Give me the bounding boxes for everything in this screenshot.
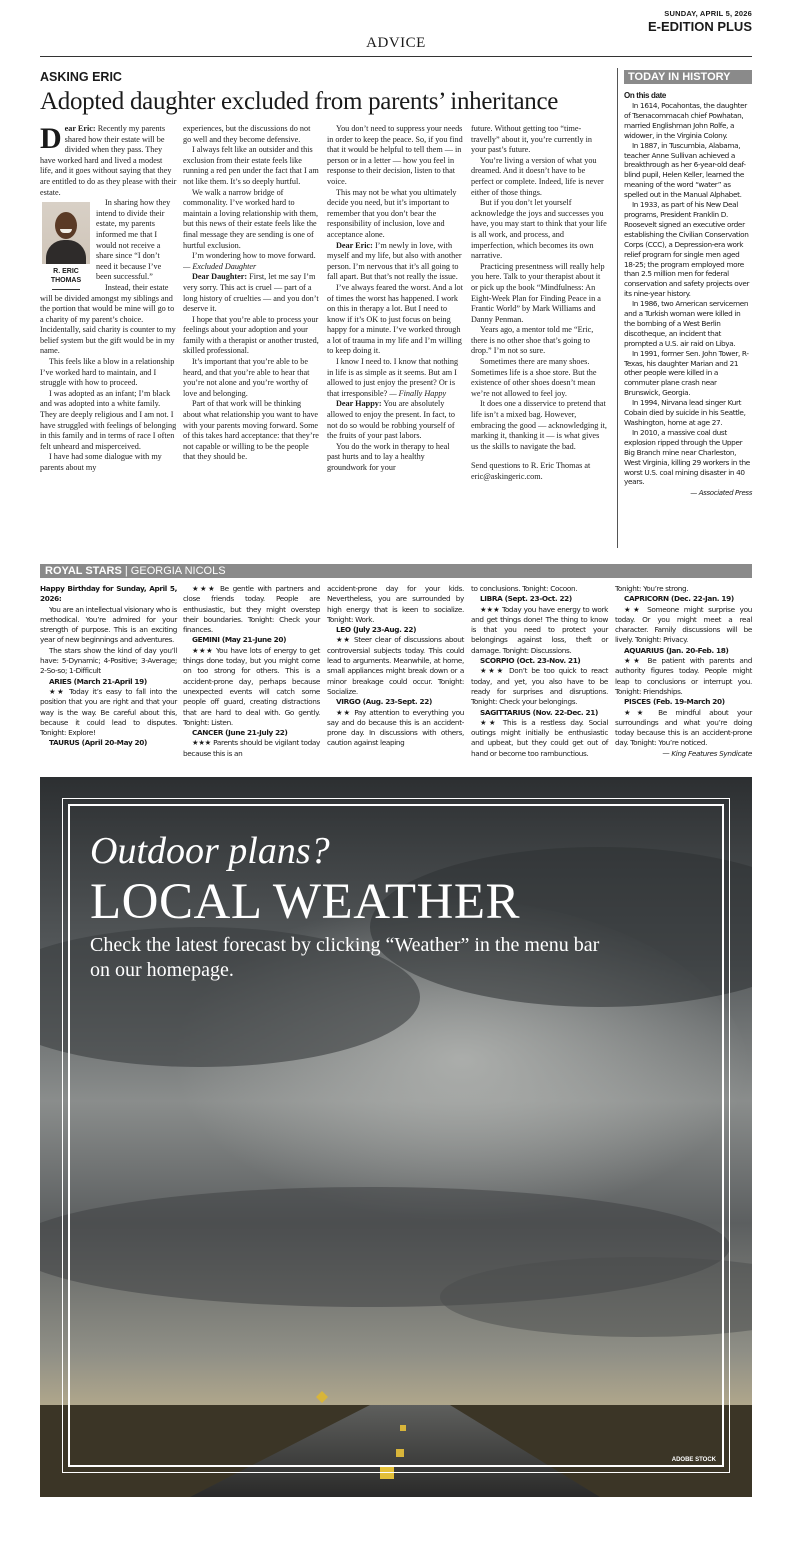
reply-salutation: Dear Happy:: [336, 399, 382, 409]
reply-salutation: Dear Daughter:: [192, 272, 248, 282]
contact-line: Send questions to R. Eric Thomas at eric@askingeric.com.: [471, 461, 591, 481]
author-name: R. ERIC THOMAS: [50, 268, 82, 285]
sign-text: Tonight: You’re strong.: [615, 584, 689, 593]
article-column-1: [40, 124, 177, 549]
horoscope-column-1: [40, 584, 177, 749]
sign-text: ★★★ Today you have energy to work and get things done! The thing to know is that you need to protect your belongings against loss, theft or damage. Tonight: Discussions.: [471, 604, 608, 655]
sign-heading: LEO (July 23-Aug. 22): [336, 625, 417, 635]
ad-title: LOCAL WEATHER: [90, 874, 521, 930]
paragraph: You’re living a version of what you dreamed. And it doesn’t have to be perfect or complete. Indeed, life is never either of those things.: [471, 155, 604, 197]
paragraph: Dear Daughter: First, let me say I’m very sorry. This act is cruel — part of a long history of cruelties — and you don’t deserve it.: [183, 272, 319, 314]
paragraph: I was adopted as an infant; I’m black and was adopted into a white family. They are deeply religious and I am not. I have struggled with feelings of belonging in this family and in terms of race I often felt unheard and misperceived.: [40, 388, 177, 451]
edition-title: E-EDITION PLUS: [647, 19, 752, 34]
author-rule: [52, 289, 80, 290]
paragraph: experiences, but the discussions do not go well and they become defensive.: [183, 124, 311, 144]
paragraph: Sometimes there are many shoes. Sometimes life is a shoe store. But the existence of other shoes doesn’t mean we’re not allowed to feel joy.: [471, 357, 597, 398]
sign-text: accident-prone day for your kids. Nevertheless, you are surrounded by high energy that is keen to socialize. Tonight: Work.: [327, 584, 464, 624]
horoscope-column-5: [615, 584, 752, 759]
sign-text: ★★ Pay attention to everything you say and do because this is an accident-prone day. In discussions with others, caution against leaping: [327, 707, 464, 748]
paragraph: You are an intellectual visionary who is methodical. You’re admired for your strength of purpose. This is an exciting year of new beginnings and adventures.: [40, 604, 177, 645]
sign-heading: GEMINI (May 21-June 20): [192, 635, 287, 645]
sign-heading: TAURUS (April 20-May 20): [49, 738, 147, 748]
horoscope-credit: — King Features Syndicate: [662, 748, 752, 758]
history-box: [624, 90, 752, 499]
sign-text: ★★ Today it’s easy to fall into the position that you are right and that your way is the way. Be careful about this, because it could lead to disputes. Tonight: Explore!: [40, 686, 177, 738]
paragraph: This feels like a blow in a relationship I’ve worked hard to maintain, and I struggle with how to proceed.: [40, 357, 175, 388]
letter-salutation: ear Eric:: [64, 124, 96, 133]
paragraph: I hope that you’re able to process your feelings about your adoption and your family with a therapist or another trusted, skilled professional.: [183, 314, 319, 356]
sign-text: ★★★ Don’t be too quick to react today, and yet, you also have to be ready for surprises and disruptions. Tonight: Check your belongings.: [471, 666, 608, 707]
sign-text: ★★ Someone might surprise you today. Or you might meet a real character. Family discussions will be lively. Tonight: Privacy.: [615, 604, 752, 645]
sign-text: ★★ This is a restless day. Social outings might initially be enthusiastic and upbeat, but they could get out of hand or become too rambunctious.: [471, 717, 608, 758]
letter-signature: — Finally Happy: [387, 388, 447, 398]
paragraph: Dear Eric: I’m newly in love, with myself and my life, but also with another person. I’m nervous that it’s all going to fall apart. But that’s not really the issue.: [327, 240, 462, 282]
drop-cap: D: [40, 124, 62, 155]
photo-credit: ADOBE STOCK: [671, 1457, 716, 1463]
horoscope-column-4: [471, 584, 608, 759]
paragraph: future. Without getting too “time-travelly” about it, you’re currently in your past’s future.: [471, 124, 592, 155]
sign-text: ★★ Steer clear of discussions about controversial subjects today. This could lead to arguments. Meanwhile, at home, small appliances might break down or a minor breakage could occur. Tonight: Socialize.: [327, 635, 464, 696]
letter-signature: — Excluded Daughter: [183, 261, 257, 271]
history-item: In 2010, a massive coal dust explosion ripped through the Upper Big Branch mine near Charleston, West Virginia, killing 29 workers in the worst U.S. coal mining disaster in 40 years.: [624, 427, 750, 487]
paragraph: Part of that work will be thinking about what relationship you want to have with your parents moving forward. Some of this takes hard acceptance: that they’re not capable or willing to be the people that they should be.: [183, 399, 319, 462]
horoscope-title: ROYAL STARS: [45, 565, 122, 577]
paragraph: I’m wondering how to move forward. — Excluded Daughter: [183, 251, 316, 271]
sign-text: ★★★ You have lots of energy to get things done today, but you might come on too strong for others. This is a accident-prone day, perhaps because unexpected events will catch some people off guard, creating distractions that are hard to deal with. Go gently. Tonight: Listen.: [183, 645, 320, 727]
article-column-3: [327, 124, 464, 549]
author-photo: [42, 202, 90, 264]
paragraph: We walk a narrow bridge of commonality. I’ve worked hard to maintain a loving relationship with them, but this news of their estate feels like the final message they are sending is one of hurtful exclusion.: [183, 187, 319, 250]
sign-text: to conclusions. Tonight: Cocoon.: [471, 584, 578, 593]
history-item: In 1887, in Tuscumbia, Alabama, teacher Anne Sullivan achieved a breakthrough as her 6-year-old deaf-blind pupil, Helen Keller, learned the meaning of the word “water” as spelled out in the Manual Alphabet.: [624, 140, 746, 200]
sign-heading: AQUARIUS (Jan. 20-Feb. 18): [624, 645, 729, 655]
paragraph: Instead, their estate will be divided amongst my siblings and the portion that would be mine will go to a charity of my parent’s choice. Incidentally, said charity is counter to my belief system but the gift would be in my name.: [40, 282, 176, 356]
history-item: In 1991, former Sen. John Tower, R-Texas, his daughter Marian and 21 other people were killed in a commuter plane crash near Brunswick, Georgia.: [624, 348, 749, 398]
section-title: ADVICE: [366, 35, 426, 51]
paragraph: I have had some dialogue with my parents about my: [40, 452, 162, 472]
author-block: [40, 202, 92, 290]
ad-body: Check the latest forecast by clicking “Weather” in the menu bar on our homepage.: [90, 934, 600, 981]
paragraph: This may not be what you ultimately decide you need, but it’s important to remember that you don’t bear the responsibility of inclusion, love and acceptance alone.: [327, 187, 457, 239]
paragraph: I’ve always feared the worst. And a lot of times the worst has happened. I work on this in therapy a lot. But I need to know if it’s OK to just focus on being happy for a minute. I’ve worked through a lot of trauma in my life and I’m willing to keep doing it.: [327, 282, 463, 356]
history-item: In 1986, two American servicemen and a Turkish woman were killed in the bombing of a West Berlin discotheque, an incident that prompted a U.S. air raid on Libya.: [624, 299, 749, 348]
paragraph: I always felt like an outsider and this exclusion from their estate feels like running a red pen under the fact that I am not like them. It’s so deeply hurtful.: [183, 145, 319, 186]
paragraph: Recently my parents shared how their estate will be divided when they pass. They have worked hard and lived a modest life, and it goes without saying that they are entitled to do as they please with their estate.: [40, 124, 177, 197]
history-title-bar: TODAY IN HISTORY: [624, 70, 752, 84]
sign-heading: SCORPIO (Oct. 23-Nov. 21): [480, 656, 581, 666]
history-credit: — Associated Press: [690, 489, 752, 498]
horoscope-author: GEORGIA NICOLS: [130, 565, 226, 577]
history-item: In 1994, Nirvana lead singer Kurt Cobain died by suicide in his Seattle, Washington, home at age 27.: [624, 398, 746, 427]
sign-heading: SAGITTARIUS (Nov. 22-Dec. 21): [480, 707, 598, 717]
column-divider: [617, 68, 618, 548]
sign-heading: VIRGO (Aug. 23-Sept. 22): [336, 697, 432, 707]
ad-subtitle: Outdoor plans?: [90, 830, 330, 872]
article-column-2: [183, 124, 320, 549]
sign-text: ★★★ Be gentle with partners and close friends today. People are enthusiastic, but they might overstep their boundaries. Tonight: Check your finances.: [183, 584, 320, 635]
paragraph: But if you don’t let yourself acknowledge the joys and successes you have, you may start to think that your life is all work, and process, and imperfection, which becomes its own narrative.: [471, 198, 607, 261]
paragraph: Years ago, a mentor told me “Eric, there is no other shoe that’s going to drop.” I’m not so sure.: [471, 325, 594, 356]
history-subtitle: On this date: [624, 91, 667, 100]
history-item: In 1614, Pocahontas, the daughter of Tsenacommacah chief Powhatan, married Englishman John Rolfe, a widower, in the Virginia Colony.: [624, 101, 747, 140]
sign-heading: CANCER (June 21-July 22): [192, 728, 288, 738]
paragraph: You do the work in therapy to heal past hurts and to lay a healthy groundwork for your: [327, 441, 450, 472]
sign-text: ★★ Be patient with parents and authority figures today. People might leap to conclusions or interrupt you. Tonight: Friendships.: [615, 656, 752, 696]
sign-text: ★★ Be mindful about your surroundings and what you’re doing today because this is an accident-prone day. Tonight: You’re noticed.: [615, 707, 752, 748]
horoscope-column-3: [327, 584, 464, 749]
paragraph: I know I need to. I know that nothing in life is as simple as it seems. But am I allowed to just enjoy the present? Or is that irresponsible? — Finally Happy: [327, 357, 459, 398]
sign-text: ★★★ Parents should be vigilant today because this is an: [183, 738, 320, 758]
weather-ad[interactable]: [40, 777, 752, 1497]
letter-salutation: Dear Eric:: [336, 240, 373, 250]
horoscope-title-bar: ROYAL STARS | GEORGIA NICOLS: [40, 564, 752, 578]
article-headline: Adopted daughter excluded from parents’ inheritance: [40, 88, 559, 115]
paragraph: It does one a disservice to pretend that life isn’t a mixed bag. However, embracing the good — acknowledging it, marking it, thanking it — is what gives us the skills to navigate the bad.: [471, 399, 607, 451]
history-item: In 1933, as part of his New Deal programs, President Franklin D. Roosevelt signed an executive order establishing the Civilian Conservation Corps (CCC), a Depression-era work relief program for single men aged 18-25; the program employed more than 2.5 million men for federal conservation and safety projects over its nine-year history.: [624, 200, 750, 299]
paragraph: Dear Happy: You are absolutely allowed to enjoy the present. In fact, to not do so would be robbing yourself of the fruits of your past labors.: [327, 399, 456, 441]
sign-heading: PISCES (Feb. 19-March 20): [624, 697, 725, 707]
article-column-4: [471, 124, 608, 549]
column-kicker: ASKING ERIC: [40, 70, 122, 84]
paragraph: You don’t need to suppress your needs in order to keep the peace. So, if you find that it would be helpful to tell them — in person or in a letter — how you feel in response to their decision, listen to that voice.: [327, 124, 463, 186]
section-rule: [40, 56, 752, 57]
paragraph: In sharing how they intend to divide their estate, my parents informed me that I would not receive a share since “I don’t need it because I’ve been successful.”: [96, 198, 171, 282]
sign-heading: ARIES (March 21-April 19): [49, 676, 147, 686]
horoscope-column-2: [183, 584, 320, 759]
paragraph: It’s important that you’re able to be heard, and that you’re able to hear that you’re not alone and you’re worthy of love and belonging.: [183, 357, 310, 398]
paragraph: Practicing presentness will really help you here. Talk to your therapist about it or pick up the book “Mindfulness: An Eight-Week Plan for Finding Peace in a Frantic World” by Mark Williams and Danny Penman.: [471, 261, 605, 324]
paragraph: The stars show the kind of day you’ll have: 5-Dynamic; 4-Positive; 3-Average; 2-So-so; 1-Difficult: [40, 645, 177, 676]
birthday-heading: Happy Birthday for Sunday, April 5, 2026:: [40, 584, 177, 604]
edition-date: SUNDAY, APRIL 5, 2026: [664, 9, 752, 18]
sign-heading: LIBRA (Sept. 23-Oct. 22): [480, 594, 572, 604]
sign-heading: CAPRICORN (Dec. 22-Jan. 19): [624, 594, 734, 604]
